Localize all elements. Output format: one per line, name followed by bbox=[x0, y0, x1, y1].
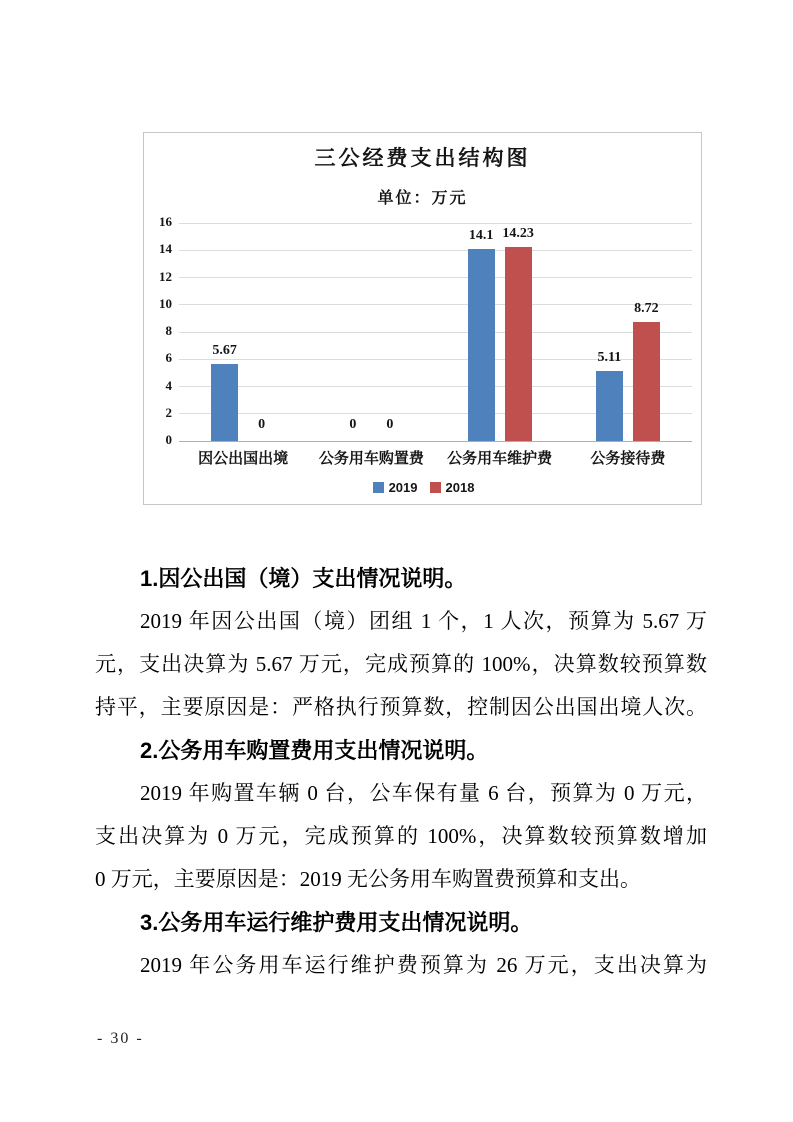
section-1-line-3: 持平，主要原因是：严格执行预算数，控制因公出国出境人次。 bbox=[95, 695, 707, 719]
bar-2018-公务接待费 bbox=[633, 322, 660, 441]
bar-value-label-2019-公务用车购置费: 0 bbox=[349, 417, 357, 432]
section-heading-1: 1.因公出国（境）支出情况说明。 bbox=[140, 566, 467, 591]
bar-value-label-2018-公务接待费: 8.72 bbox=[634, 301, 659, 316]
gridline-y8 bbox=[179, 332, 692, 333]
bar-2019-公务接待费 bbox=[596, 371, 623, 441]
section-heading-2: 2.公务用车购置费用支出情况说明。 bbox=[140, 738, 489, 763]
legend-item-2018 bbox=[430, 480, 475, 495]
legend-swatch-2019 bbox=[373, 482, 384, 493]
bar-value-label-2018-因公出国出境: 0 bbox=[258, 417, 266, 432]
legend-label-2018: 2018 bbox=[445, 480, 475, 495]
y-axis-tick-2: 2 bbox=[165, 404, 172, 420]
gridline-y12 bbox=[179, 277, 692, 278]
bar-value-label-2018-公务用车维护费: 14.23 bbox=[502, 226, 534, 241]
bar-2018-公务用车维护费 bbox=[505, 247, 532, 441]
bar-value-label-2019-公务接待费: 5.11 bbox=[597, 350, 622, 365]
y-axis-tick-16: 16 bbox=[159, 214, 172, 229]
chart-legend bbox=[144, 480, 703, 495]
chart-plot-area bbox=[144, 214, 703, 447]
y-axis-tick-0: 0 bbox=[165, 432, 172, 447]
legend-label-2019: 2019 bbox=[388, 480, 418, 495]
y-axis-tick-12: 12 bbox=[159, 268, 172, 284]
chart-title: 三公经费支出结构图 bbox=[314, 147, 531, 170]
section-2-line-1: 2019 年购置车辆 0 台，公车保有量 6 台，预算为 0 万元， bbox=[140, 781, 707, 805]
y-axis-tick-6: 6 bbox=[165, 350, 172, 366]
gridline-y16 bbox=[179, 223, 692, 224]
section-1-line-1: 2019 年因公出国（境）团组 1 个，1 人次，预算为 5.67 万 bbox=[140, 609, 707, 633]
section-heading-3: 3.公务用车运行维护费用支出情况说明。 bbox=[140, 910, 533, 935]
bar-value-label-2018-公务用车购置费: 0 bbox=[386, 417, 394, 432]
section-2-line-2: 支出决算为 0 万元，完成预算的 100%，决算数较预算数增加 bbox=[95, 824, 707, 848]
section-2-line-3: 0 万元，主要原因是：2019 无公务用车购置费预算和支出。 bbox=[95, 867, 641, 891]
x-axis-category-1: 因公出国出境 bbox=[198, 450, 289, 467]
bar-2019-公务用车维护费 bbox=[468, 249, 495, 441]
section-1-line-2: 元，支出决算为 5.67 万元，完成预算的 100%，决算数较预算数 bbox=[95, 652, 707, 676]
page-number: - 30 - bbox=[97, 1030, 144, 1047]
x-axis-category-4: 公务接待费 bbox=[590, 450, 666, 467]
x-axis-category-2: 公务用车购置费 bbox=[318, 450, 424, 467]
expenses-bar-chart bbox=[143, 132, 702, 505]
bar-value-label-2019-公务用车维护费: 14.1 bbox=[468, 228, 494, 243]
y-axis-tick-8: 8 bbox=[165, 323, 172, 338]
legend-swatch-2018 bbox=[430, 482, 441, 493]
gridline-y14 bbox=[179, 250, 692, 251]
chart-x-axis-labels bbox=[179, 447, 692, 468]
section-3-line-1: 2019 年公务用车运行维护费预算为 26 万元，支出决算为 bbox=[140, 953, 707, 977]
y-axis-tick-10: 10 bbox=[159, 295, 172, 311]
chart-unit-subtitle: 单位：万元 bbox=[377, 190, 468, 207]
legend-item-2019 bbox=[373, 480, 418, 495]
x-axis-category-3: 公务用车维护费 bbox=[447, 450, 553, 467]
y-axis-tick-4: 4 bbox=[165, 377, 172, 393]
bar-value-label-2019-因公出国出境: 5.67 bbox=[212, 343, 237, 358]
y-axis-tick-14: 14 bbox=[159, 241, 172, 257]
body-text-block bbox=[95, 557, 707, 987]
